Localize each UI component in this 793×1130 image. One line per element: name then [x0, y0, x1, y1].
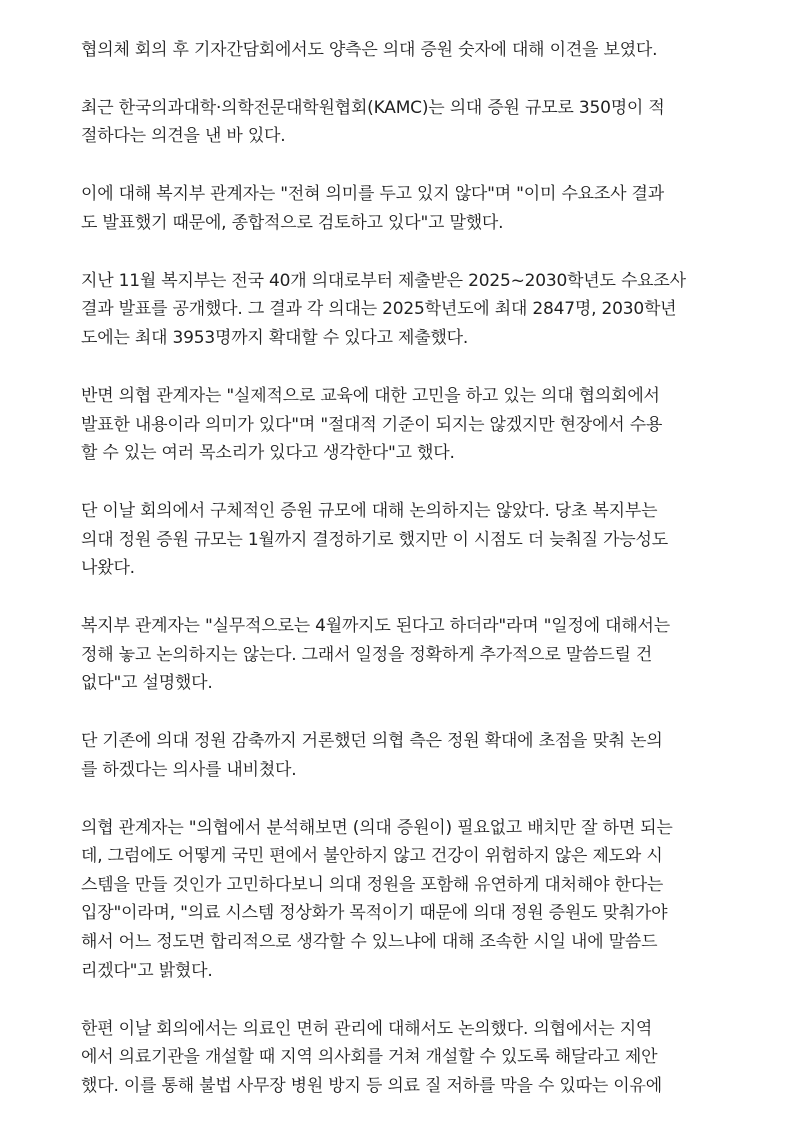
text-line: 입장"이라며, "의료 시스템 정상화가 목적이기 때문에 의대 정원 증원도 맞춰가야 [81, 903, 668, 924]
paragraph-2 [81, 94, 713, 151]
text-line: 협의체 회의 후 기자간담회에서도 양측은 의대 증원 숫자에 대해 이견을 보였다. [81, 40, 658, 60]
text-line: 의협 관계자는 "의협에서 분석해보면 (의대 증원이) 필요없고 배치만 잘 하면 되는 [81, 817, 673, 838]
text-line: 에서 의료기관을 개설할 때 지역 의사회를 거쳐 개설할 수 있도록 해달라고 제안 [81, 1047, 658, 1068]
text-line: 최근 한국의과대학·의학전문대학원협회(KAMC)는 의대 증원 규모로 350명이 적 [81, 97, 665, 118]
paragraph-10 [81, 1015, 713, 1101]
text-line: 스템을 만들 것인가 고민하다보니 의대 정원을 포함해 유연하게 대처해야 한다는 [81, 874, 664, 895]
text-line: 지난 11월 복지부는 전국 40개 의대로부터 제출받은 2025~2030학년도 수요조사 [81, 270, 686, 291]
text-line: 단 이날 회의에서 구체적인 증원 규모에 대해 논의하지는 않았다. 당초 복지부는 [81, 501, 658, 522]
paragraph-3 [81, 180, 713, 237]
text-line: 데, 그럼에도 어떻게 국민 편에서 불안하지 않고 건강이 위험하지 않은 제도와 시 [81, 846, 663, 867]
paragraph-1 [81, 36, 713, 65]
text-line: 한편 이날 회의에서는 의료인 면허 관리에 대해서도 논의했다. 의협에서는 지역 [81, 1018, 653, 1039]
text-line: 의대 정원 증원 규모는 1월까지 결정하기로 했지만 이 시점도 더 늦춰질 가능성도 [81, 529, 668, 550]
text-line: 도 발표했기 때문에, 종합적으로 검토하고 있다"고 말했다. [81, 212, 504, 233]
paragraph-5 [81, 382, 713, 468]
text-line: 나왔다. [81, 558, 135, 579]
text-line: 복지부 관계자는 "실무적으로는 4월까지도 된다고 하더라"라며 "일정에 대해서는 [81, 616, 671, 637]
paragraph-7 [81, 612, 713, 698]
text-line: 도에는 최대 3953명까지 확대할 수 있다고 제출했다. [81, 328, 469, 349]
paragraph-9 [81, 814, 713, 986]
text-line: 이에 대해 복지부 관계자는 "전혀 의미를 두고 있지 않다"며 "이미 수요조사 결과 [81, 184, 664, 205]
text-line: 해서 어느 정도면 합리적으로 생각할 수 있느냐에 대해 조속한 시일 내에 말씀드 [81, 932, 658, 953]
text-line: 정해 놓고 논의하지는 않는다. 그래서 일정을 정확하게 추가적으로 말씀드릴 건 [81, 644, 653, 665]
text-line: 를 하겠다는 의사를 내비쳤다. [81, 759, 297, 780]
paragraph-8 [81, 727, 713, 784]
text-line: 리겠다"고 밝혔다. [81, 960, 213, 981]
text-line: 단 기존에 의대 정원 감축까지 거론했던 의협 측은 정원 확대에 초점을 맞춰 논의 [81, 731, 663, 752]
paragraph-4 [81, 267, 713, 353]
article-body [81, 36, 713, 1130]
text-line: 할 수 있는 여러 목소리가 있다고 생각한다"고 했다. [81, 443, 455, 464]
text-line: 없다"고 설명했다. [81, 673, 213, 694]
text-line: 했다. 이를 통해 불법 사무장 병원 방지 등 의료 질 저하를 막을 수 있따는 이유에 [81, 1075, 662, 1096]
text-line: 발표한 내용이라 의미가 있다"며 "절대적 기준이 되지는 않겠지만 현장에서 수용 [81, 414, 663, 435]
paragraph-6 [81, 497, 713, 583]
text-line: 반면 의협 관계자는 "실제적으로 교육에 대한 고민을 하고 있는 의대 협의회에서 [81, 385, 660, 406]
text-line: 절하다는 의견을 낸 바 있다. [81, 126, 286, 147]
text-line: 결과 발표를 공개했다. 그 결과 각 의대는 2025학년도에 최대 2847명, 2030학년 [81, 299, 677, 320]
